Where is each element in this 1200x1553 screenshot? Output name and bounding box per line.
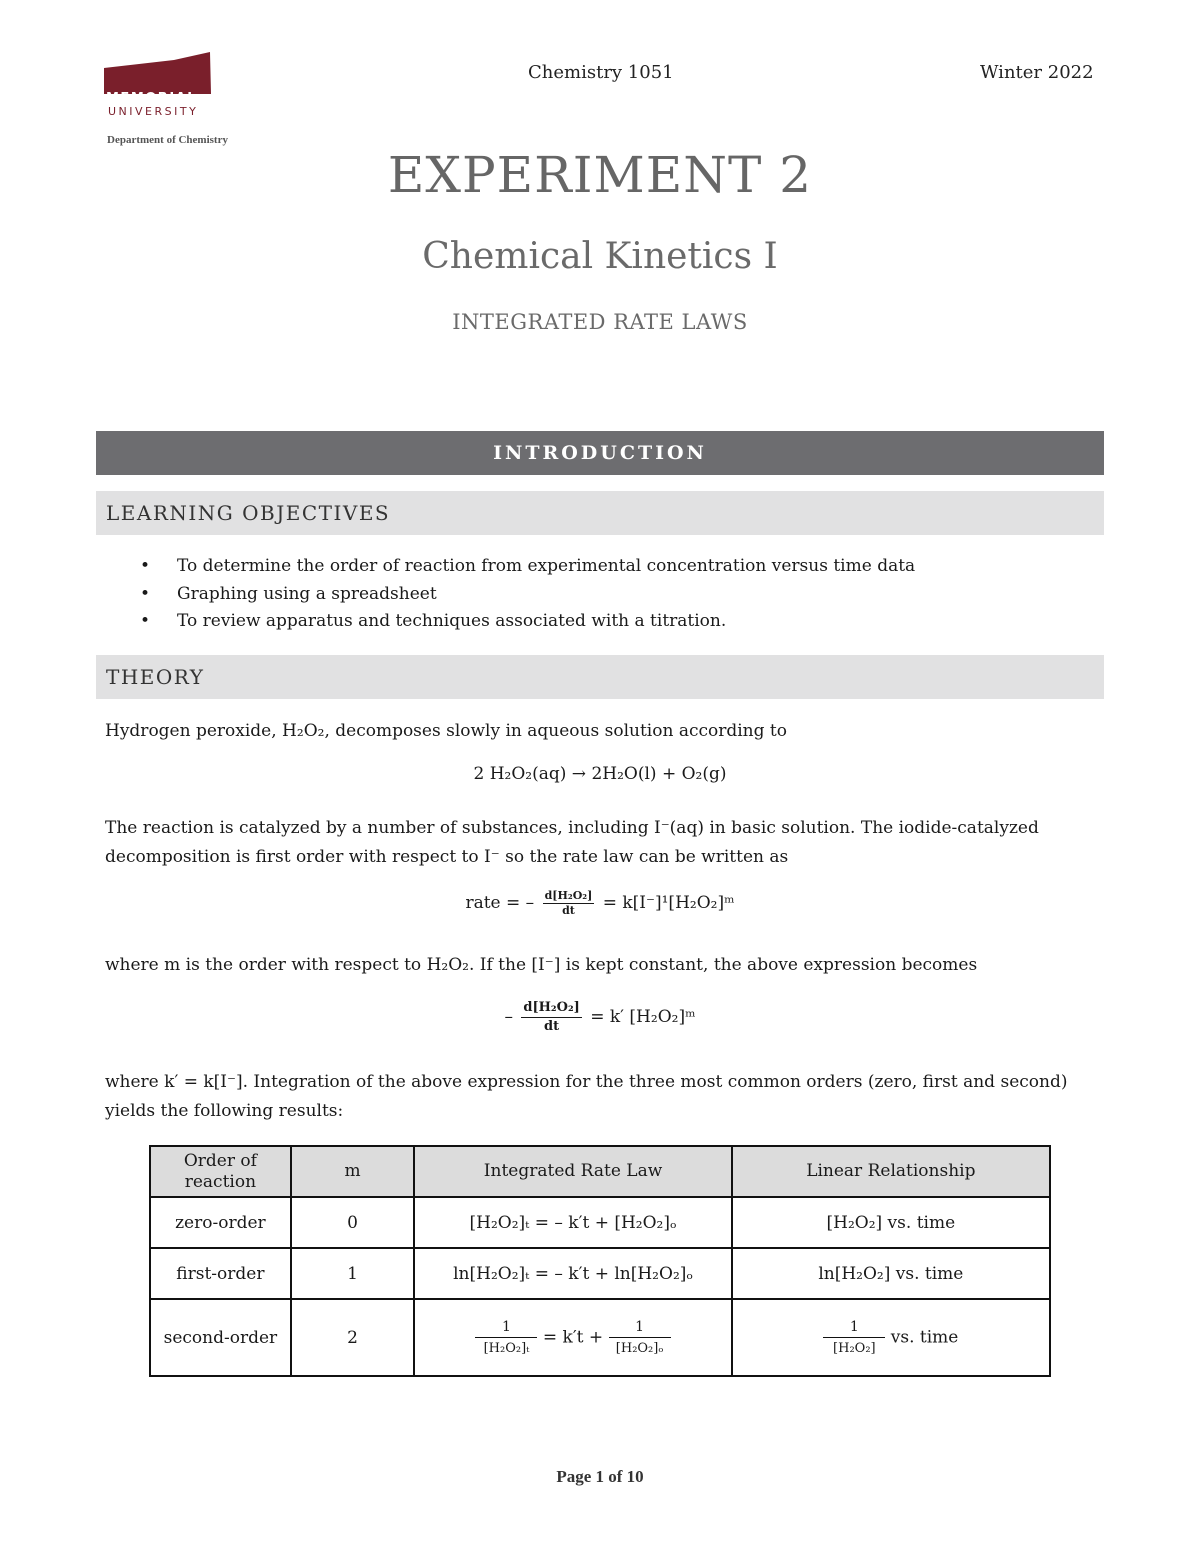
table-row: [150, 1197, 1050, 1248]
cell-law: ln[H₂O₂]ₜ = – k′t + ln[H₂O₂]ₒ: [414, 1248, 731, 1299]
eq2-numerator: d[H₂O₂]: [544, 889, 593, 902]
introduction-heading: INTRODUCTION: [96, 431, 1104, 475]
linear-fraction: [823, 1318, 885, 1358]
memorial-university-logo: [104, 52, 246, 152]
theory-paragraph-2: The reaction is catalyzed by a number of substances, including I⁻(aq) in basic solution. The iodide-catalyzed decomposition is first order with respect to I⁻ so the rate law can be written as: [105, 818, 1039, 867]
course-name: Chemistry 1051: [528, 62, 674, 83]
page-subtitle: Chemical Kinetics I: [422, 236, 778, 277]
learning-objectives-heading: LEARNING OBJECTIVES: [96, 491, 1104, 535]
cell-m: 1: [291, 1248, 415, 1299]
linear-suffix: vs. time: [890, 1327, 959, 1347]
theory-paragraph-1: Hydrogen peroxide, H₂O₂, decomposes slowly in aqueous solution according to: [105, 721, 787, 741]
theory-heading: THEORY: [96, 655, 1104, 699]
law-fraction-2: [609, 1318, 671, 1358]
logo-department: Department of Chemistry: [107, 134, 228, 146]
fraction-numerator: 1: [609, 1318, 671, 1338]
page-number: Page 1 of 10: [556, 1467, 644, 1486]
header-linear: Linear Relationship: [732, 1146, 1050, 1197]
list-item: • To determine the order of reaction from experimental concentration versus time data: [140, 553, 1040, 581]
header-m: m: [291, 1146, 415, 1197]
page-title: EXPERIMENT 2: [387, 146, 813, 204]
law-middle: = k′t +: [542, 1327, 604, 1347]
list-item: • To review apparatus and techniques associated with a titration.: [140, 608, 1040, 636]
eq3-prefix: –: [504, 1007, 513, 1027]
cell-m: 2: [291, 1299, 415, 1376]
header-law: Integrated Rate Law: [414, 1146, 731, 1197]
table-header-row: [150, 1146, 1050, 1197]
theory-paragraph-3: where m is the order with respect to H₂O₂. If the [I⁻] is kept constant, the above expression becomes: [105, 955, 978, 975]
list-item: • Graphing using a spreadsheet: [140, 581, 1040, 609]
term: Winter 2022: [980, 62, 1094, 83]
integrated-rate-law-table: [149, 1145, 1051, 1377]
cell-linear: ln[H₂O₂] vs. time: [732, 1248, 1050, 1299]
objectives-list: [140, 553, 1040, 636]
reaction-equation: 2 H₂O₂(aq) → 2H₂O(l) + O₂(g): [473, 764, 727, 784]
fraction-numerator: 1: [475, 1318, 537, 1338]
fraction-numerator: 1: [823, 1318, 885, 1338]
logo-line1: MEMORIAL: [106, 91, 197, 106]
pseudo-rate-law-equation: [0, 1000, 1200, 1035]
eq2-denominator: dt: [562, 904, 575, 917]
cell-law: [H₂O₂]ₜ = – k′t + [H₂O₂]ₒ: [414, 1197, 731, 1248]
law-fraction-1: [475, 1318, 537, 1358]
cell-law: [414, 1299, 731, 1376]
cell-order: zero-order: [150, 1197, 291, 1248]
eq3-fraction: [521, 1000, 581, 1035]
fraction-denominator: [H₂O₂]ₜ: [483, 1340, 530, 1356]
eq3-suffix: = k′ [H₂O₂]ᵐ: [590, 1007, 696, 1027]
cell-linear: [H₂O₂] vs. time: [732, 1197, 1050, 1248]
cell-order: first-order: [150, 1248, 291, 1299]
page-subheading: INTEGRATED RATE LAWS: [452, 310, 748, 334]
cell-m: 0: [291, 1197, 415, 1248]
table-row: [150, 1248, 1050, 1299]
eq2-suffix: = k[I⁻]¹[H₂O₂]ᵐ: [602, 893, 735, 913]
eq2-prefix: rate = –: [465, 893, 535, 913]
fraction-denominator: [H₂O₂]: [833, 1340, 876, 1356]
header-order: Order of reaction: [150, 1146, 291, 1197]
fraction-denominator: [H₂O₂]ₒ: [615, 1340, 664, 1356]
eq2-fraction: [543, 890, 595, 917]
eq3-numerator: d[H₂O₂]: [521, 1000, 581, 1018]
table-row: [150, 1299, 1050, 1376]
logo-line2: UNIVERSITY: [108, 105, 199, 118]
theory-paragraph-4: where k′ = k[I⁻]. Integration of the above expression for the three most common orders (zero, first and second) yields the following results:: [105, 1072, 1068, 1121]
cell-order: second-order: [150, 1299, 291, 1376]
cell-linear: [732, 1299, 1050, 1376]
eq3-denominator: dt: [544, 1019, 560, 1034]
rate-law-equation: [0, 890, 1200, 917]
